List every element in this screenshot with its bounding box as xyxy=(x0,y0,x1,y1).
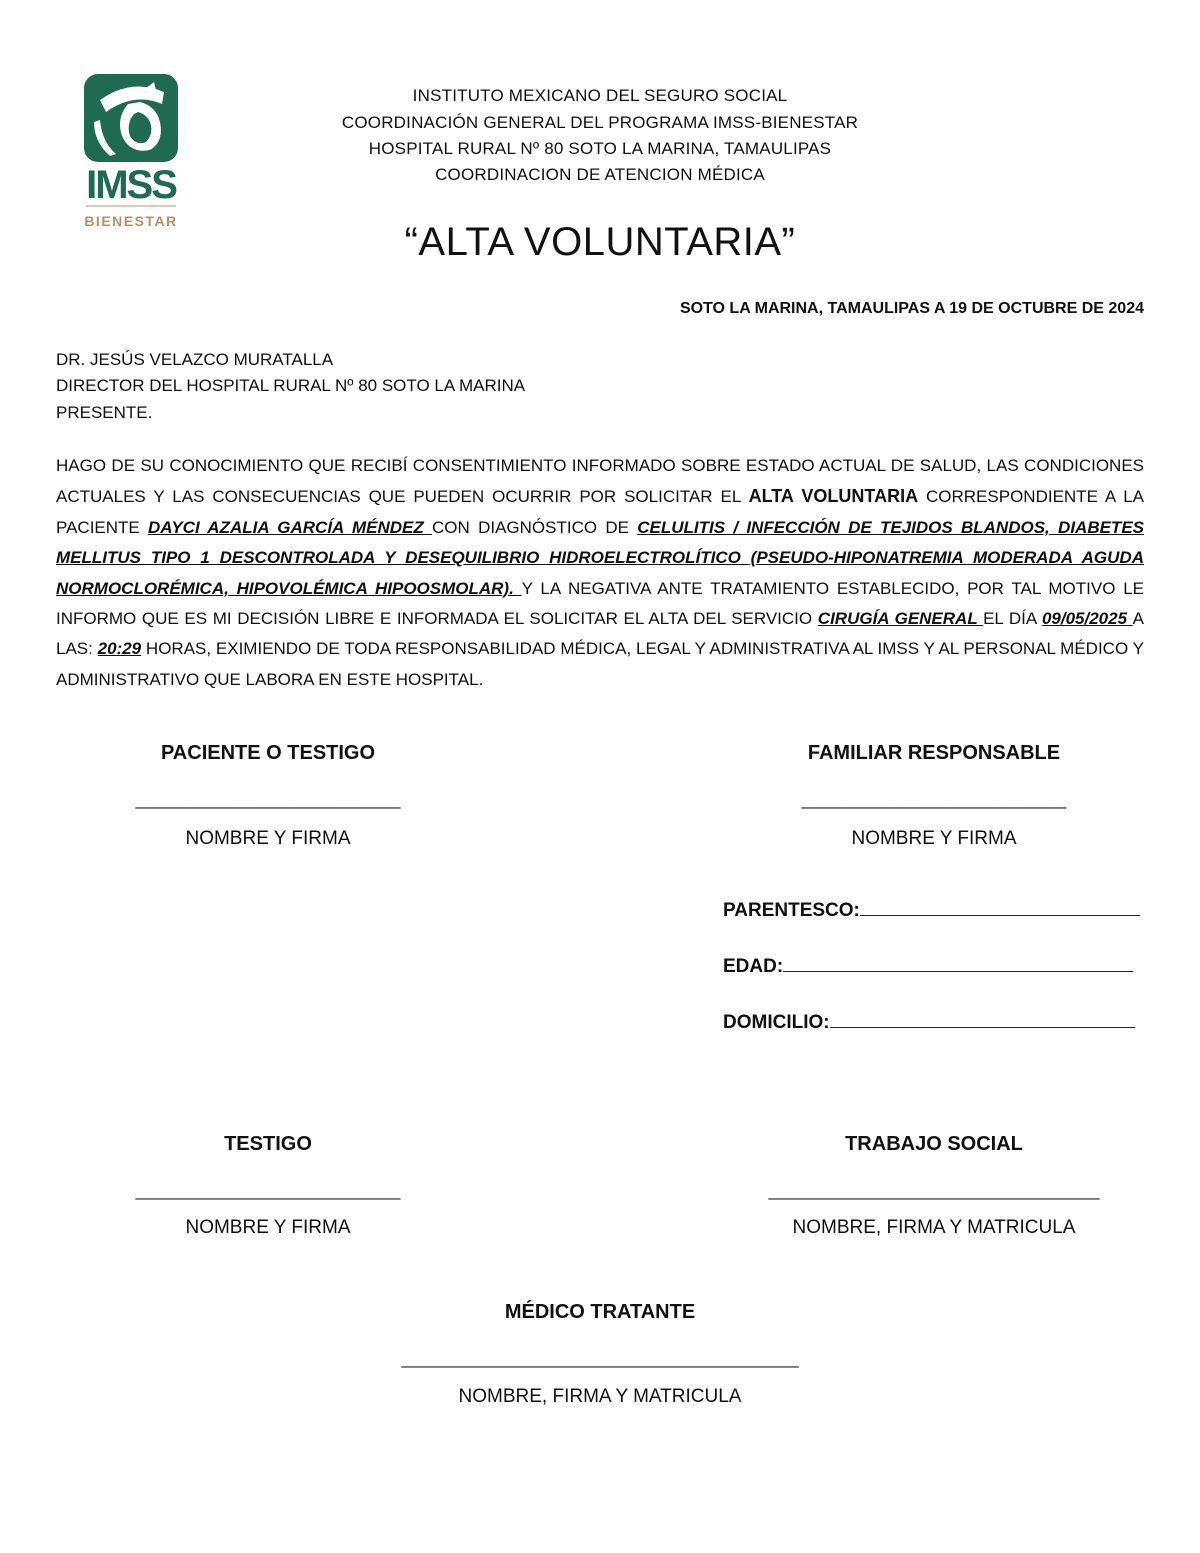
parentesco-label: PARENTESCO: xyxy=(723,900,860,921)
consent-paragraph xyxy=(56,451,1144,695)
domicilio-field xyxy=(723,1009,1135,1034)
social-work-signature-line: ___________________________________ xyxy=(768,1181,1100,1200)
addressee-presente: PRESENTE. xyxy=(56,403,153,422)
document-title: “ALTA VOLUNTARIA” xyxy=(404,220,796,264)
patient-name: DAYCI AZALIA GARCÍA MÉNDEZ xyxy=(148,517,433,537)
header-department: COORDINACION DE ATENCION MÉDICA xyxy=(435,165,765,184)
addressee-position: DIRECTOR DEL HOSPITAL RURAL Nº 80 SOTO LA MARINA xyxy=(56,376,526,395)
body-text: HAGO DE SU CONOCIMIENTO QUE RECIBÍ CONSENTIMIENTO INFORMADO SOBRE ESTADO ACTUAL DE SALUD, LAS CONDICIONES ACTUALES Y LAS CONSECUENCIAS QUE PUEDEN OCURRIR POR SOLICITAR EL xyxy=(56,456,1144,507)
witness-signature-title: TESTIGO xyxy=(224,1133,312,1155)
patient-signature-line: ____________________________ xyxy=(135,790,401,809)
alta-voluntaria-text: ALTA VOLUNTARIA xyxy=(748,486,919,507)
doctor-signature-label: NOMBRE, FIRMA Y MATRICULA xyxy=(458,1386,742,1407)
body-text: CON DIAGNÓSTICO DE xyxy=(432,517,638,537)
discharge-date: 09/05/2025 xyxy=(1041,609,1133,629)
witness-signature-label: NOMBRE Y FIRMA xyxy=(185,1217,351,1238)
svg-text:BIENESTAR: BIENESTAR xyxy=(84,213,178,229)
header-hospital: HOSPITAL RURAL Nº 80 SOTO LA MARINA, TAMAULIPAS xyxy=(368,139,832,158)
doctor-signature-title: MÉDICO TRATANTE xyxy=(504,1301,696,1323)
doctor-signature-line: __________________________________________ xyxy=(401,1349,799,1368)
family-signature-line: ____________________________ xyxy=(801,790,1067,809)
patient-signature-title: PACIENTE O TESTIGO xyxy=(160,742,376,764)
body-text: Y LA NEGATIVA ANTE TRATAMIENTO ESTABLECIDO, POR TAL MOTIVO LE INFORMO QUE ES MI DECISIÓN LIBRE E INFORMADA EL SOLICITAR EL ALTA DEL SERVICIO xyxy=(56,578,1144,629)
body-text: CORRESPONDIENTE A LA PACIENTE xyxy=(56,487,1144,537)
imss-bienestar-logo xyxy=(76,70,196,240)
edad-label: EDAD: xyxy=(723,956,784,977)
patient-signature-label: NOMBRE Y FIRMA xyxy=(185,828,351,849)
family-signature-title: FAMILIAR RESPONSABLE xyxy=(807,742,1061,764)
family-signature-label: NOMBRE Y FIRMA xyxy=(851,828,1017,849)
edad-blank xyxy=(783,953,1133,972)
service: CIRUGÍA GENERAL xyxy=(817,609,984,629)
domicilio-label: DOMICILIO: xyxy=(723,1012,830,1033)
body-text: EL DÍA xyxy=(983,609,1042,629)
imss-emblem-icon xyxy=(76,70,196,240)
parentesco-blank xyxy=(860,897,1140,916)
edad-field xyxy=(723,953,1133,978)
witness-signature-line: ____________________________ xyxy=(135,1181,401,1200)
date-line: SOTO LA MARINA, TAMAULIPAS A 19 DE OCTUBRE DE 2024 xyxy=(679,300,1144,317)
header-institute: INSTITUTO MEXICANO DEL SEGURO SOCIAL xyxy=(412,86,788,105)
body-text: A LAS: xyxy=(56,609,1145,659)
social-work-signature-label: NOMBRE, FIRMA Y MATRICULA xyxy=(792,1217,1076,1238)
svg-text:IMSS: IMSS xyxy=(86,163,176,207)
body-text: HORAS, EXIMIENDO DE TODA RESPONSABILIDAD MÉDICA, LEGAL Y ADMINISTRATIVA AL IMSS Y AL PERSONAL MÉDICO Y ADMINISTRATIVO QUE LABORA EN ESTE HOSPITAL. xyxy=(56,639,1144,689)
domicilio-blank xyxy=(830,1009,1135,1028)
addressee-name: DR. JESÚS VELAZCO MURATALLA xyxy=(56,350,334,369)
social-work-signature-title: TRABAJO SOCIAL xyxy=(845,1133,1023,1155)
header-coordination: COORDINACIÓN GENERAL DEL PROGRAMA IMSS-BIENESTAR xyxy=(341,113,859,132)
parentesco-field xyxy=(723,897,1140,922)
diagnosis: CELULITIS / INFECCIÓN DE TEJIDOS BLANDOS, DIABETES MELLITUS TIPO 1 DESCONTROLADA Y DESEQUILIBRIO HIDROELECTROLÍTICO (PSEUDO-HIPONATREMIA MODERADA AGUDA NORMOCLORÉMICA, HIPOVOLÉMICA HIPOOSMOLAR). xyxy=(56,517,1144,598)
discharge-time: 20:29 xyxy=(97,639,142,659)
